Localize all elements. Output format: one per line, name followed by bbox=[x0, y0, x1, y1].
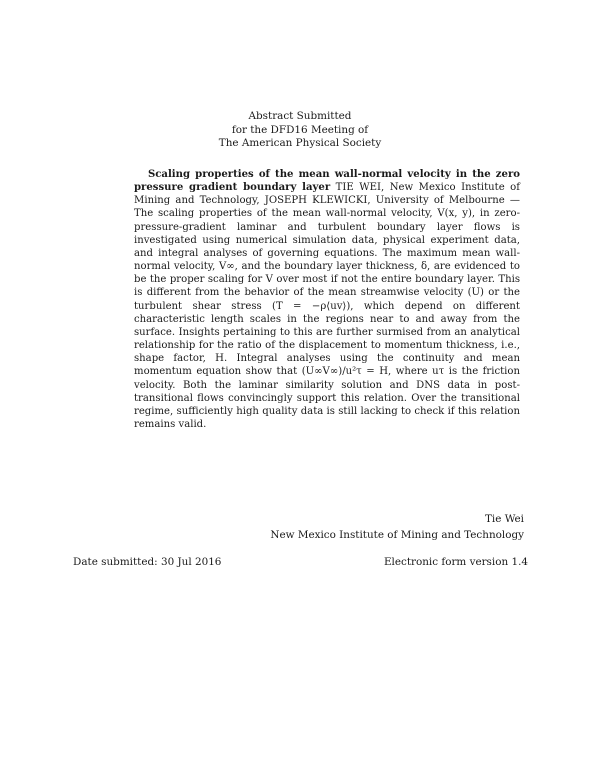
abstract-body: The scaling properties of the mean wall-normal velocity, V(x, y), in zero-pressure-gradient laminar and turbulent boundary layer flows is investigated using numerical simulation data, physical experiment data, and integral analyses of governing equations. The maximum mean wall-normal velocity, V∞, and the boundary layer thickness, δ, are evidenced to be the proper scaling for V over most if not the entire boundary layer. This is different from the behavior of the mean streamwise velocity (U) or the turbulent shear stress (T = −ρ⟨uv⟩), which depend on different characteristic length scales in the regions near to and away from the surface. Insights pertaining to this are further surmised from an analytical relationship for the ratio of the displacement to momentum thickness, i.e., shape factor, H. Integral analyses using the continuity and mean momentum equation show that (U∞V∞)/u²τ = H, where uτ is the friction velocity. Both the laminar similarity solution and DNS data in post-transitional flows convincingly support this relation. Over the transitional regime, sufficiently high quality data is still lacking to check if this relation remains valid. bbox=[134, 208, 520, 430]
header-line-meeting: for the DFD16 Meeting of bbox=[231, 123, 369, 136]
abstract-authors: TIE WEI, New Mexico Institute of Mining and Technology, JOSEPH KLEWICKI, University of Melbourne — bbox=[134, 182, 520, 207]
submitter-block bbox=[270, 512, 524, 543]
submitter-name: Tie Wei bbox=[484, 513, 524, 525]
submission-header bbox=[0, 110, 600, 151]
abstract-title: Scaling properties of the mean wall-normal velocity in the zero pressure gradient boundary layer bbox=[134, 169, 520, 194]
submitter-affiliation: New Mexico Institute of Mining and Technology bbox=[270, 528, 524, 541]
header-line-abstract-submitted: Abstract Submitted bbox=[248, 110, 352, 122]
date-submitted: Date submitted: 30 Jul 2016 bbox=[73, 556, 222, 568]
abstract-block bbox=[134, 168, 520, 431]
form-version: Electronic form version 1.4 bbox=[383, 556, 528, 568]
header-line-society: The American Physical Society bbox=[218, 137, 382, 149]
